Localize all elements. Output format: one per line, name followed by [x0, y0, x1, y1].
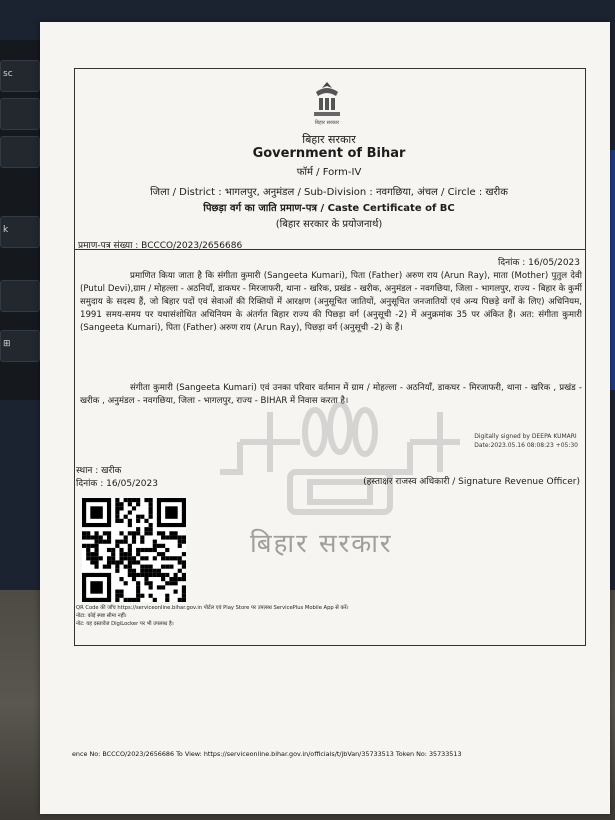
certificate-purpose: (बिहार सरकार के प्रयोजनार्थ) — [275, 219, 383, 230]
place-label: स्थान : खरीक — [76, 466, 122, 476]
certificate-title: पिछड़ा वर्ग का जाति प्रमाण-पत्र / Caste Certificate of BC — [203, 203, 455, 214]
govt-hindi: बिहार सरकार — [302, 133, 356, 146]
keyboard-key — [0, 98, 40, 130]
place-date — [76, 465, 158, 491]
verification-line: ence No: BCCCO/2023/2656686 To View: https://serviceonline.bihar.gov.in/officials/t/jbVan/35733513 Token No: 35733513 — [72, 750, 462, 758]
keyboard-key: sc — [0, 60, 40, 92]
bihar-emblem-icon — [310, 80, 344, 126]
certificate-number: प्रमाण-पत्र संख्या : BCCCO/2023/2656686 — [78, 241, 243, 251]
certificate-paper — [40, 22, 610, 814]
issue-date: दिनांक : 16/05/2023 — [498, 258, 580, 268]
watermark-text: बिहार सरकार — [250, 529, 393, 559]
keyboard-key: ⊞ — [0, 330, 40, 362]
certificate-body-paragraph-2: संगीता कुमारी (Sangeeta Kumari) एवं उनका परिवार वर्तमान में ग्राम / मोहल्ला - अठनियाँ, डाकघर - मिरजाफरी, थाना - खरिक , प्रखंड - खरीक , अनुमंडल - नवगछिया, जिला - भागलपुर, राज्य - BIHAR में निवास करता है। — [80, 383, 582, 406]
digital-signature: Digitally signed by DEEPA KUMARI Date:2023.05.16 08:08:23 +05:30 — [474, 433, 578, 449]
certificate-body-paragraph-1: प्रमाणित किया जाता है कि संगीता कुमारी (Sangeeta Kumari), पिता (Father) अरुण राय (Arun Ray), माता (Mother) पुतुल देवी (Putul Devi),ग्राम / मोहल्ला - अठनियाँ, डाकघर - मिरजाफरी, थाना - खरिक, प्रखंड - खरीक, अनुमंडल - नवगछिया, जिला - भागलपुर, राज्य - बिहार के कुर्मी समुदाय के सदस्य हैं, जो बिहार पदों एवं सेवाओं की रिक्तियों में आरक्षण (अनुसूचित जातियों, अनुसूचित जनजातियों एवं अन्य पिछड़े वर्गों के लिए) अधिनियम, 1991 समय-समय पर यथासंशोधित अधिनियम के अंतर्गत बिहार राज्य की पिछड़ा वर्ग (अनुसूची -2) में अनुक्रमांक 35 पर अंकित हैं। अत: संगीता कुमारी (Sangeeta Kumari), पिता (Father) अरुण राय (Arun Ray), पिछड़ा वर्ग (अनुसूची -2) के हैं। — [80, 271, 582, 333]
date-label: दिनांक : 16/05/2023 — [76, 479, 158, 489]
signature-officer: (हस्ताक्षर राजस्व अधिकारी / Signature Revenue Officer) — [363, 477, 580, 487]
svg-text:बिहार सरकार: बिहार सरकार — [314, 120, 340, 126]
keyboard-key — [0, 280, 40, 312]
govt-english: Government of Bihar — [252, 146, 406, 161]
location-line: जिला / District : भागलपुर, अनुमंडल / Sub-Division : नवगछिया, अंचल / Circle : खरीक — [150, 187, 508, 198]
qr-code — [82, 498, 186, 602]
divider — [74, 249, 586, 250]
keyboard-key: k — [0, 216, 40, 248]
form-number: फॉर्म / Form-IV — [296, 167, 362, 178]
footer-notes: QR Code की जाँच https://serviceonline.bihar.gov.in पोर्टल एवं Play Store पर उपलब्ध ServicePlus Mobile App से करें। नोटा: कोई स्पष्ट सीमा नहीं। नोट: यह दस्तावेज DigiLocker पर भी उपलब्ध है। — [76, 605, 349, 627]
keyboard-key — [0, 136, 40, 168]
